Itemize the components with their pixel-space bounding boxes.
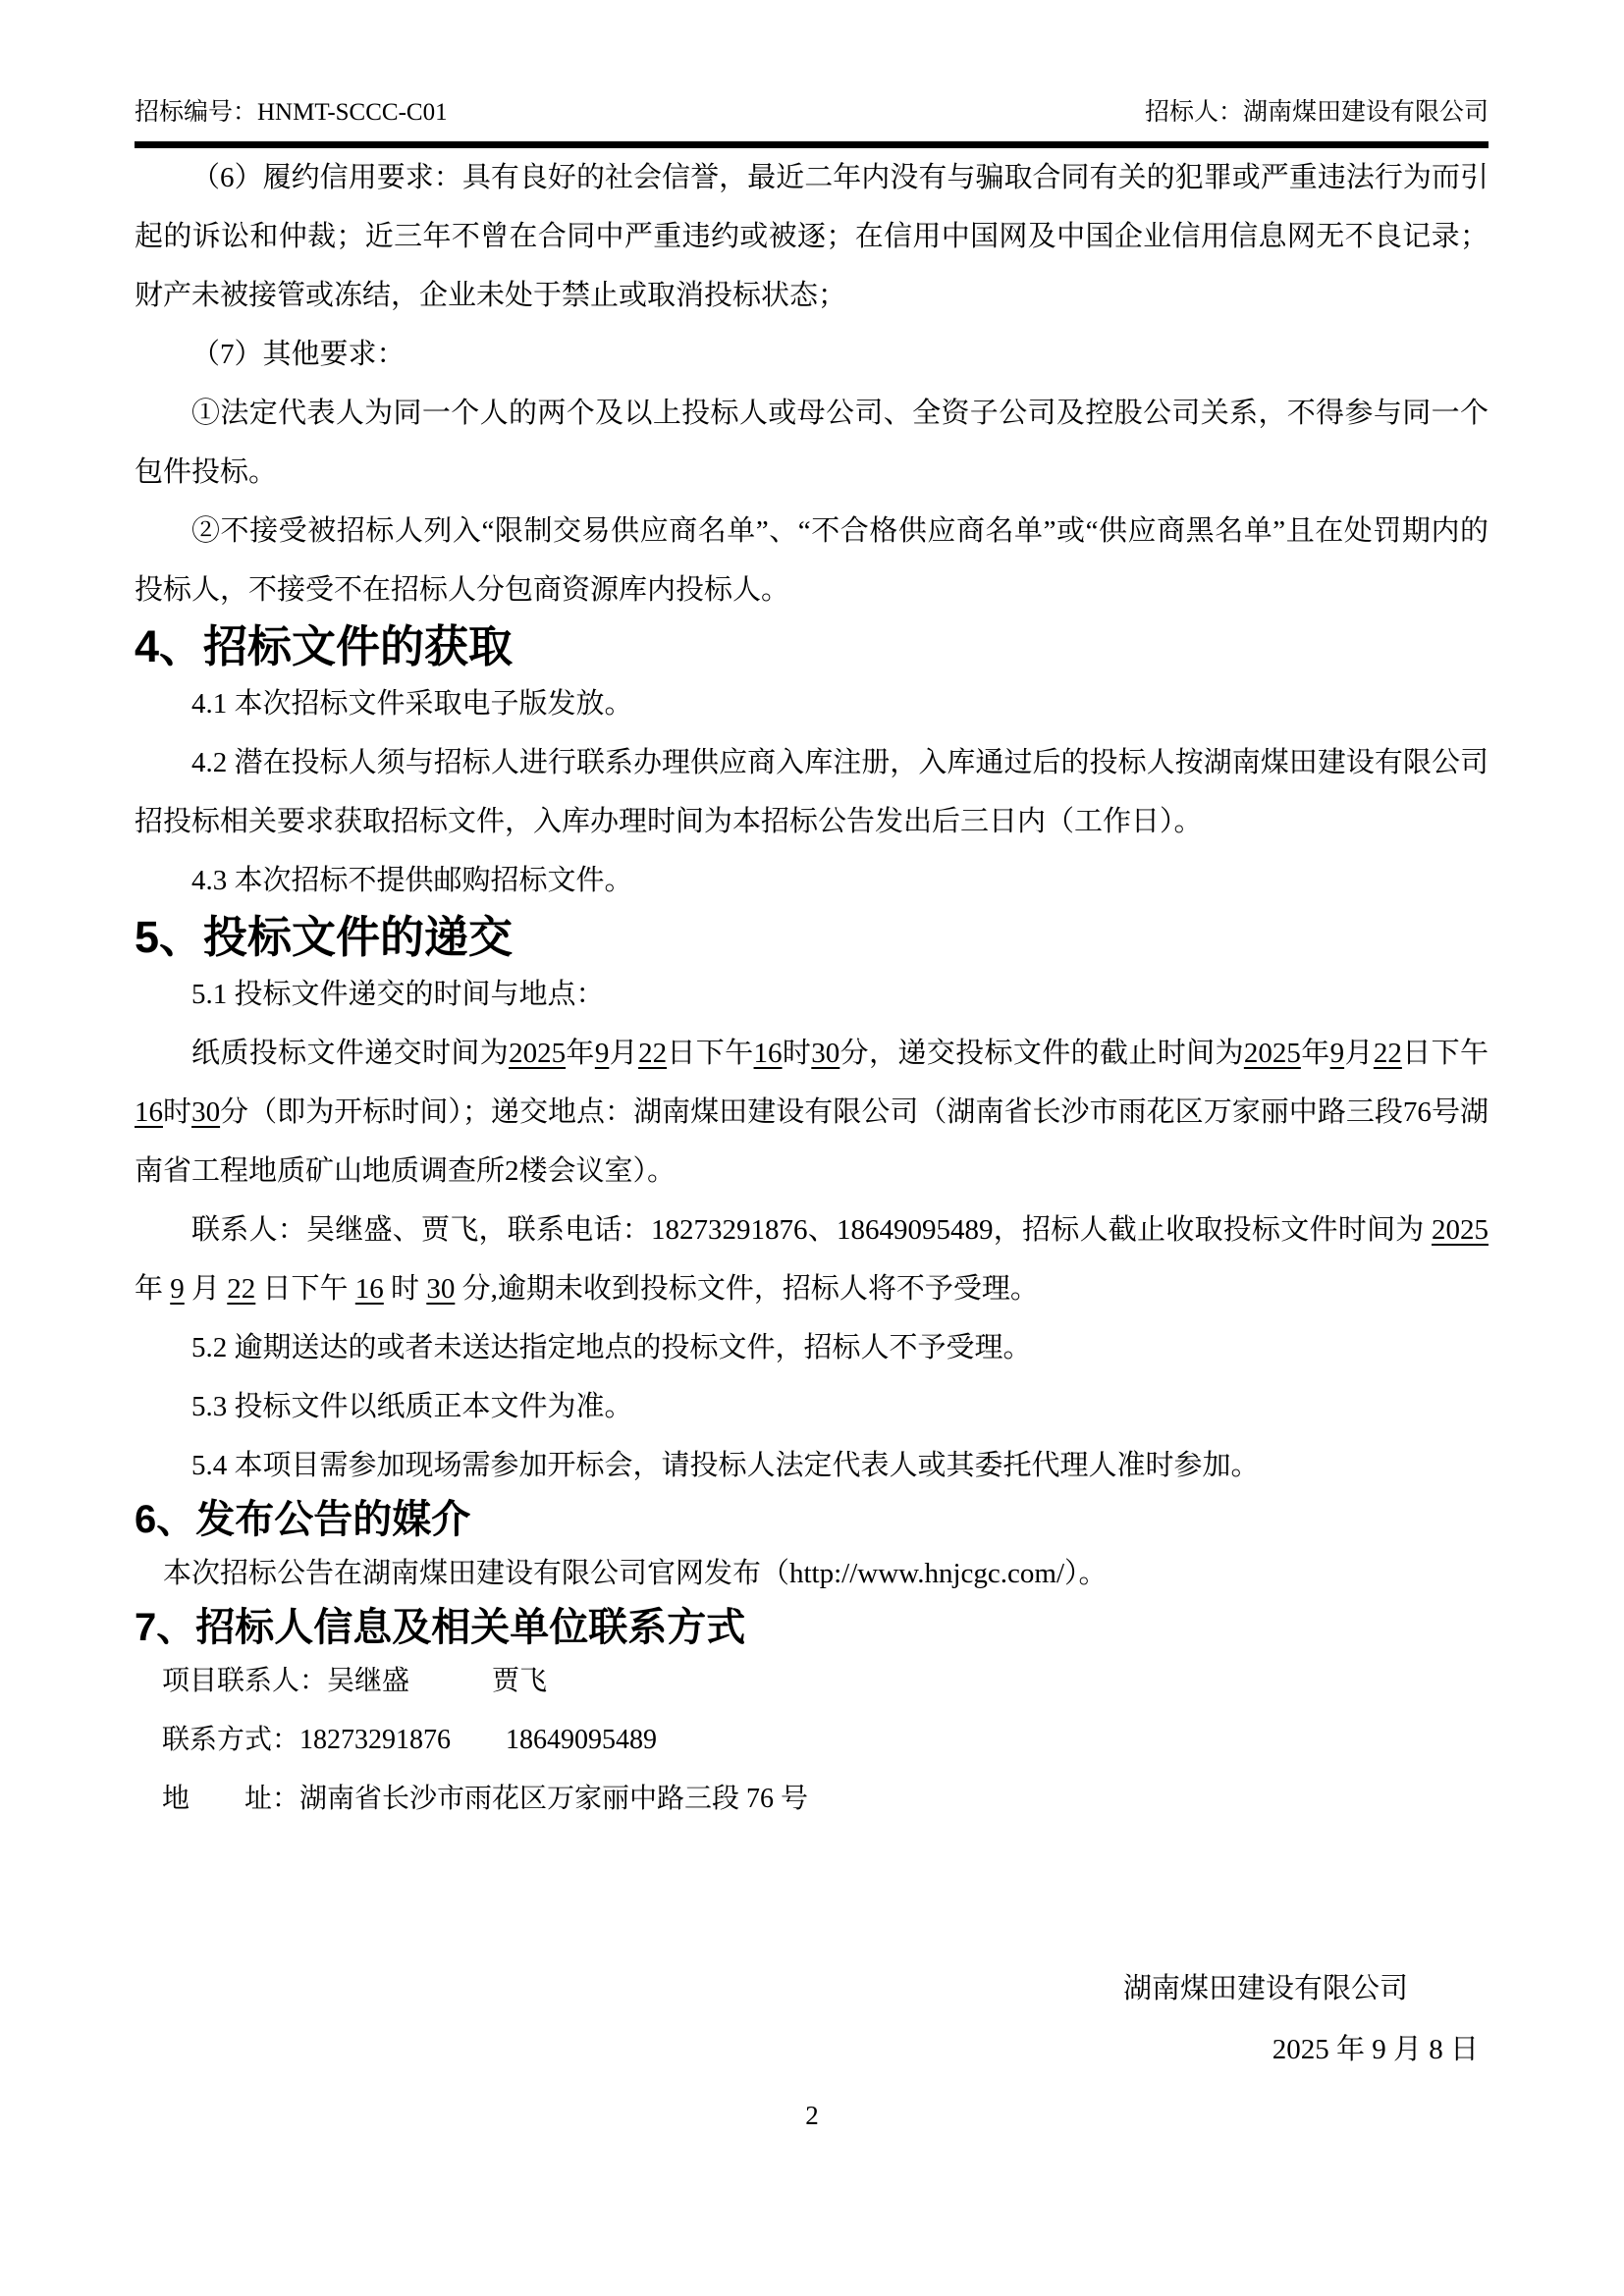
contact-person-line: 项目联系人：吴继盛 贾飞	[162, 1666, 548, 1696]
signature-company: 湖南煤田建设有限公司	[1122, 1973, 1408, 2004]
tenderer-name: 招标人：湖南煤田建设有限公司	[1144, 99, 1489, 126]
section-6-title: 6、发布公告的媒介	[135, 1498, 471, 1541]
paragraph-other-requirements: （7）其他要求：	[191, 339, 406, 370]
paragraph-5-submission-time: 纸质投标文件递交时间为2025年9月22日下午16时30分，递交投标文件的截止时间为2025年9月22日下午16时30分（即为开标时间）；递交地点：湖南煤田建设有限公司（湖南省长沙市雨花区万家丽中路三段76号湖南省工程地质矿山地质调查所2楼会议室）。	[135, 1038, 1489, 1187]
page-footer	[0, 2099, 1624, 2132]
paragraph-4-3: 4.3 本次招标不提供邮购招标文件。	[191, 865, 633, 896]
paragraph-blacklist-restriction: ②不接受被招标人列入“限制交易供应商名单”、“不合格供应商名单”或“供应商黑名单”且在处罚期内的投标人，不接受不在招标人分包商资源库内投标人。	[135, 515, 1489, 606]
section-7-title: 7、招标人信息及相关单位联系方式	[135, 1606, 746, 1649]
paragraph-4-2: 4.2 潜在投标人须与招标人进行联系办理供应商入库注册，入库通过后的投标人按湖南煤田建设有限公司招投标相关要求获取招标文件，入库办理时间为本招标公告发出后三日内（工作日）。	[135, 747, 1489, 837]
section-5-title: 5、投标文件的递交	[135, 912, 514, 962]
paragraph-5-contacts: 联系人：吴继盛、贾飞，联系电话：18273291876、18649095489，招标人截止收取投标文件时间为 2025 年 9 月 22 日下午 16 时 30 分,逾期未收到投标文件，招标人将不予受理。	[135, 1214, 1489, 1305]
paragraph-legal-rep-restriction: ①法定代表人为同一个人的两个及以上投标人或母公司、全资子公司及控股公司关系，不得参与同一个包件投标。	[135, 398, 1489, 488]
signature-date: 2025 年 9 月 8 日	[1272, 2034, 1479, 2065]
contact-phone-line: 联系方式：18273291876 18649095489	[162, 1725, 658, 1755]
section-4-title: 4、招标文件的获取	[135, 621, 514, 671]
paragraph-5-3: 5.3 投标文件以纸质正本文件为准。	[191, 1391, 633, 1422]
page-header	[135, 0, 1489, 148]
tender-number: 招标编号：HNMT-SCCC-C01	[135, 99, 448, 126]
paragraph-5-4: 5.4 本项目需参加现场需参加开标会，请投标人法定代表人或其委托代理人准时参加。	[191, 1450, 1260, 1481]
page-number: 2	[805, 2101, 819, 2130]
paragraph-6-announcement: 本次招标公告在湖南煤田建设有限公司官网发布（http://www.hnjcgc.com/）。	[163, 1558, 1108, 1589]
paragraph-performance-credit: （6）履约信用要求：具有良好的社会信誉，最近二年内没有与骗取合同有关的犯罪或严重违法行为而引起的诉讼和仲裁；近三年不曾在合同中严重违约或被逐；在信用中国网及中国企业信用信息网无不良记录；财产未被接管或冻结，企业未处于禁止或取消投标状态；	[135, 162, 1489, 311]
paragraph-5-1: 5.1 投标文件递交的时间与地点：	[191, 979, 605, 1010]
contact-address-line: 地 址：湖南省长沙市雨花区万家丽中路三段 76 号	[162, 1784, 809, 1814]
paragraph-5-2: 5.2 逾期送达的或者未送达指定地点的投标文件，招标人不予受理。	[191, 1332, 1032, 1363]
signature-block	[0, 1958, 1624, 2080]
paragraph-4-1: 4.1 本次招标文件采取电子版发放。	[191, 688, 633, 720]
